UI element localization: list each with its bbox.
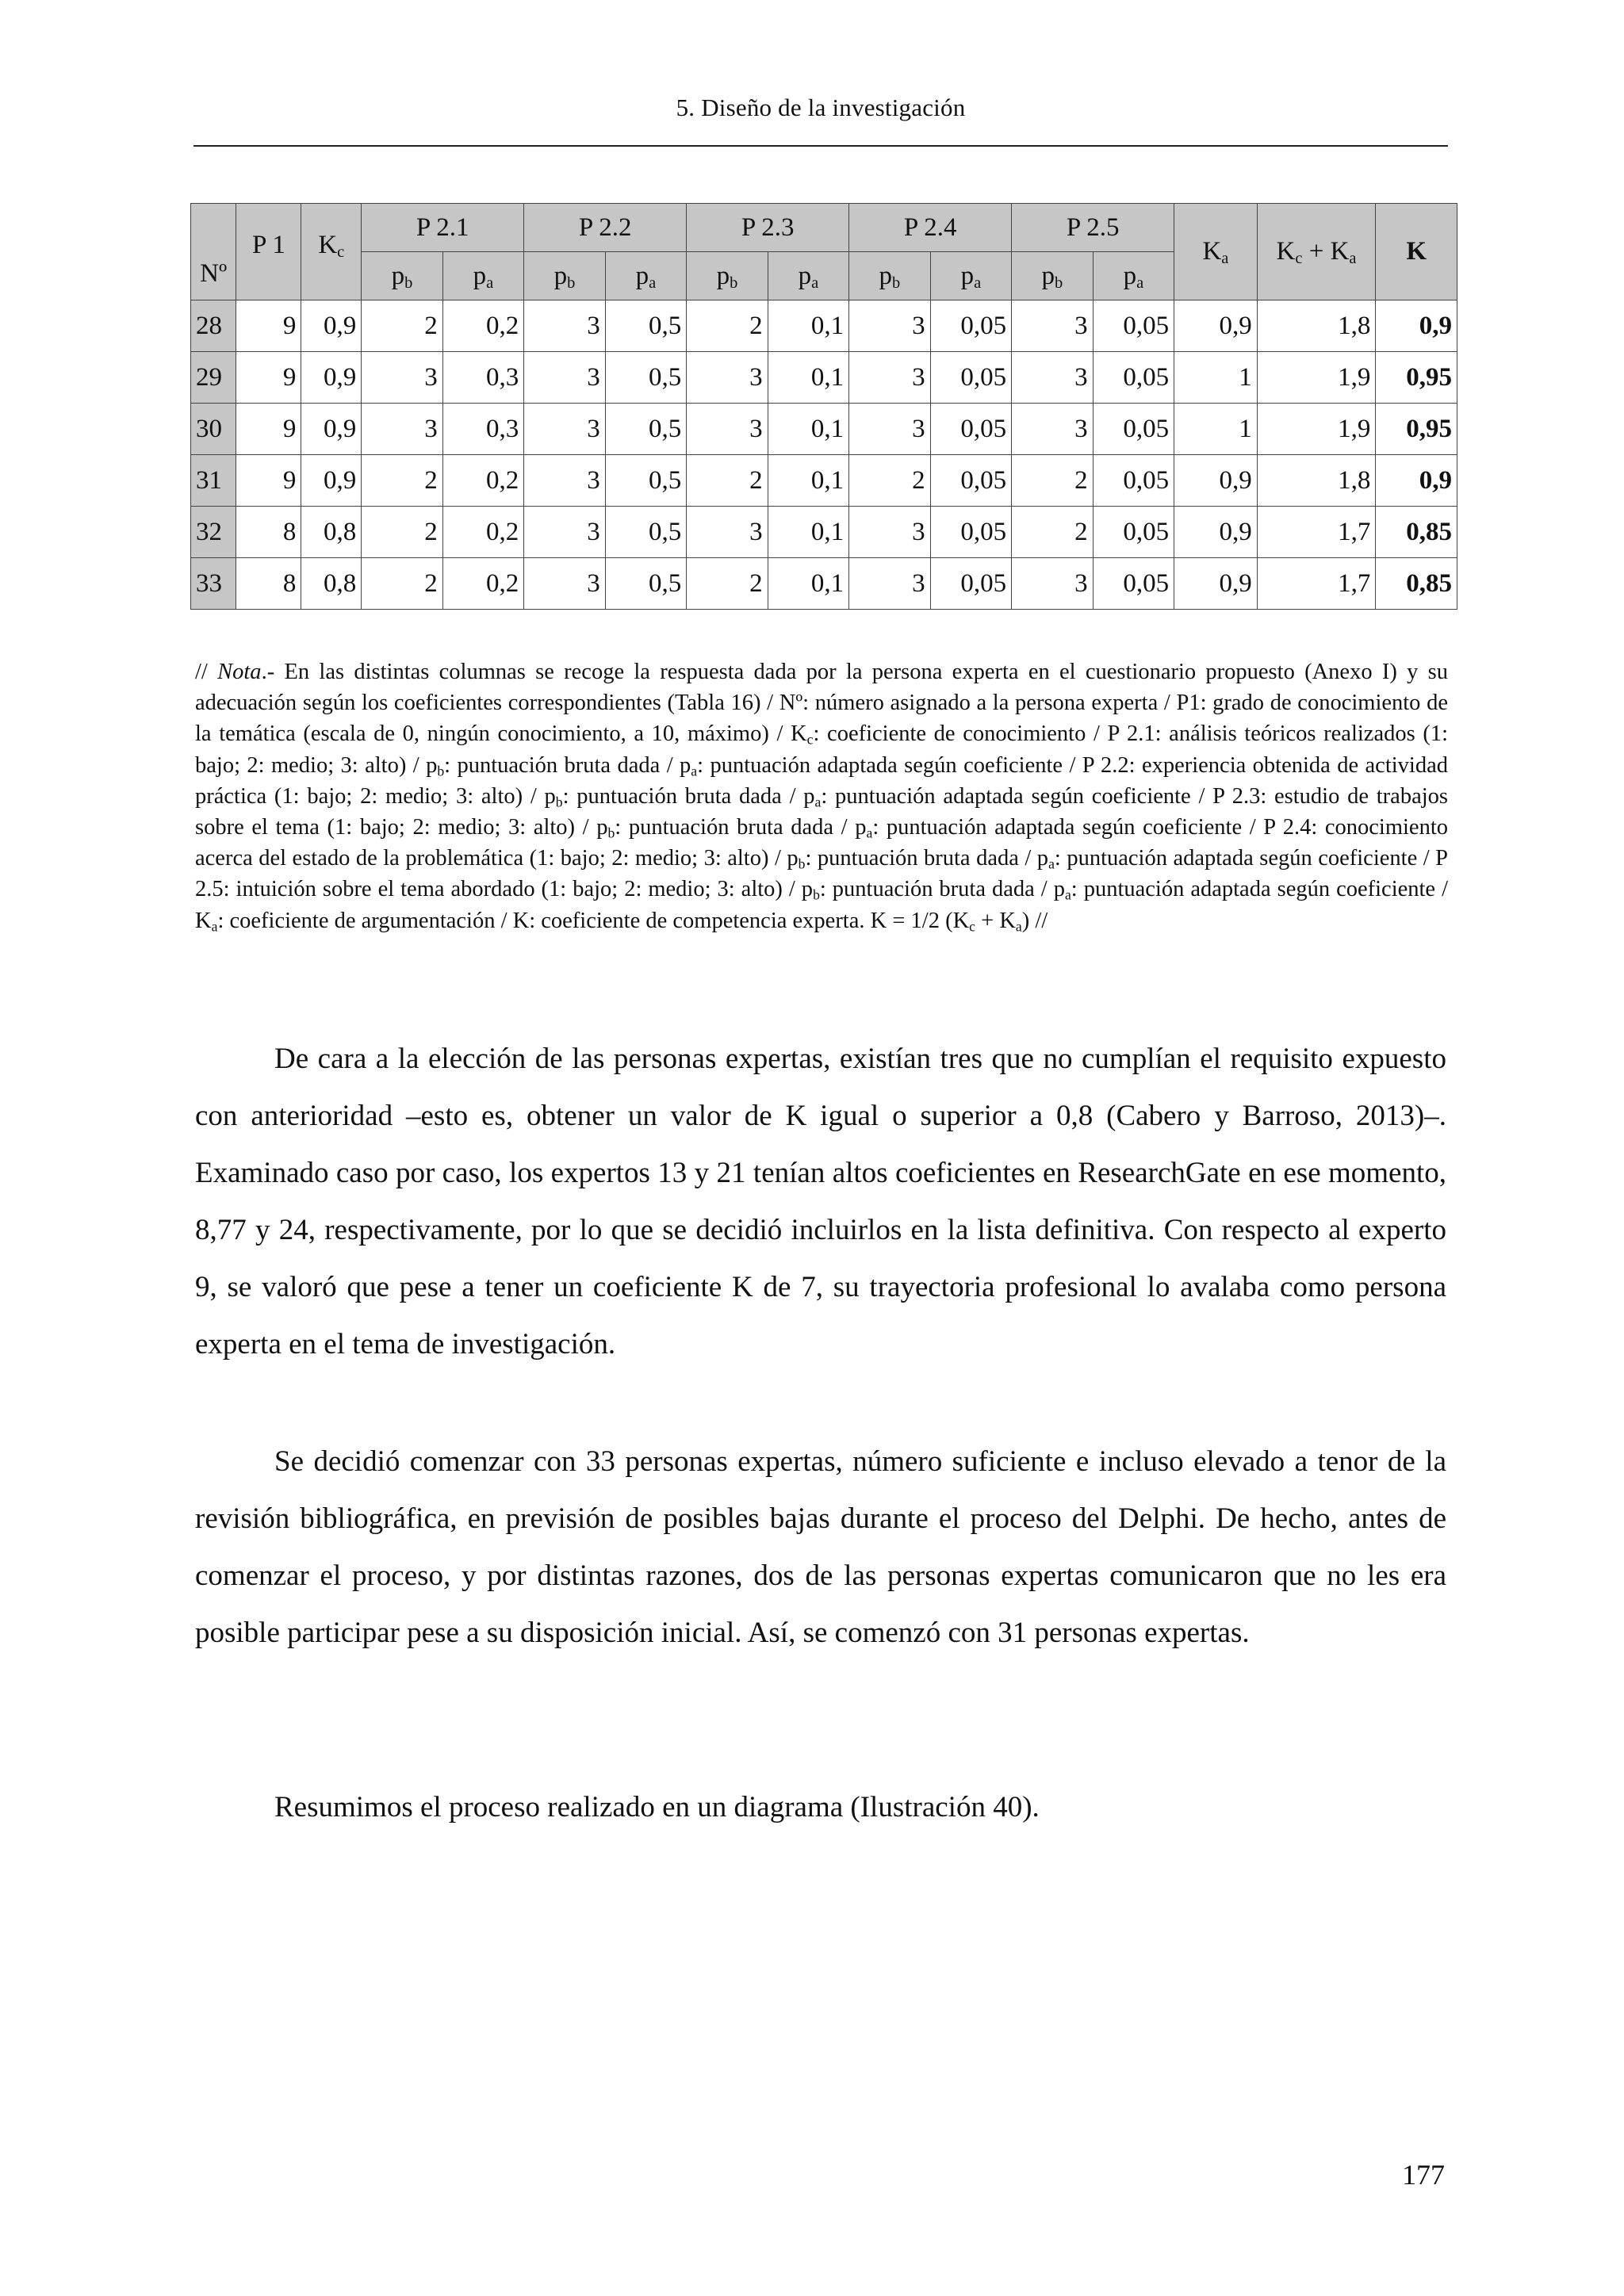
table-cell: 3 — [849, 404, 930, 455]
note-text: : puntuación adaptada según coeficiente / P 2.2: experiencia obtenida de actividad práctica (1: bajo; 2: medio; 3: alto) / p — [195, 752, 1448, 809]
table-cell: 3 — [362, 352, 442, 404]
table-cell: 2 — [362, 507, 442, 558]
header-pb: $p_b$ — [362, 252, 442, 300]
header-kc-plus-ka: $K_c + K_a$ — [1257, 204, 1376, 300]
paragraph-expert-count: Se decidió comenzar con 33 personas expertas, número suficiente e incluso elevado a tenor de la revisión bibliográfica, en previsión de posibles bajas durante el proceso del Delphi. De hecho, antes de comenzar el proceso, y por distintas razones, dos de las personas expertas comunicaron que no les era posible participar pese a su disposición inicial. Así, se comenzó con 31 personas expertas. — [195, 1445, 1446, 1649]
table-cell: 8 — [236, 558, 301, 610]
table-cell: 0,8 — [301, 558, 362, 610]
table-cell: 0,05 — [930, 352, 1012, 404]
table-cell: 0,3 — [442, 404, 524, 455]
note-text: Nota — [217, 660, 262, 684]
header-pb: $p_b$ — [849, 252, 930, 300]
table-cell: 0,1 — [768, 352, 849, 404]
table-cell: 3 — [687, 404, 768, 455]
table-cell: 0,1 — [768, 455, 849, 507]
table-cell: 3 — [524, 404, 605, 455]
note-text: : puntuación adaptada según coeficiente / P 2.4: conocimiento acerca del estado de la problemática (1: bajo; 2: medio; 3: alto) / p — [195, 815, 1448, 871]
header-pa: $p_a$ — [1093, 252, 1174, 300]
table-cell: 9 — [236, 404, 301, 455]
table-cell: 1,8 — [1257, 300, 1376, 352]
table-cell: 0,2 — [442, 455, 524, 507]
table-cell: 3 — [524, 558, 605, 610]
table-cell: 3 — [524, 507, 605, 558]
header-row-groups — [191, 204, 1457, 252]
table-cell: 0,5 — [605, 455, 687, 507]
table-cell: 0,9 — [1174, 300, 1258, 352]
table-cell: 0,85 — [1376, 507, 1457, 558]
table-cell: 9 — [236, 300, 301, 352]
note-text: : coeficiente de conocimiento / P 2.1: análisis teóricos realizados (1: bajo; 2: medio; 3: alto) / p — [195, 721, 1448, 778]
header-p1: P 1 — [236, 204, 301, 300]
table-cell: 0,2 — [442, 507, 524, 558]
table-cell: 0,9 — [301, 404, 362, 455]
note-text: b — [798, 855, 806, 872]
expert-competence-table — [190, 203, 1457, 610]
table-cell: 1 — [1174, 352, 1258, 404]
table-cell: 0,1 — [768, 558, 849, 610]
table-cell: 3 — [1012, 558, 1093, 610]
table-row — [191, 558, 1457, 610]
table-cell: 3 — [687, 352, 768, 404]
table-cell: 0,85 — [1376, 558, 1457, 610]
table-cell: 0,05 — [930, 507, 1012, 558]
table-cell: 1,9 — [1257, 404, 1376, 455]
table-cell: 3 — [1012, 404, 1093, 455]
table-cell: 8 — [236, 507, 301, 558]
table-cell: 2 — [362, 300, 442, 352]
table-cell: 0,5 — [605, 300, 687, 352]
header-group-p25: P 2.5 — [1012, 204, 1174, 252]
table-cell: 3 — [849, 558, 930, 610]
note-text: a — [814, 794, 822, 810]
table-cell: 0,05 — [1093, 300, 1174, 352]
table-cell: 0,2 — [442, 300, 524, 352]
table-cell: 0,05 — [1093, 455, 1174, 507]
table-cell: 3 — [524, 300, 605, 352]
note-text: // — [195, 660, 218, 684]
header-k: K — [1376, 204, 1457, 300]
table-cell: 2 — [687, 455, 768, 507]
table-cell: 0,05 — [930, 558, 1012, 610]
table-cell: 2 — [1012, 507, 1093, 558]
header-pb: $p_b$ — [1012, 252, 1093, 300]
header-rule — [193, 145, 1448, 147]
table-cell: 0,5 — [605, 507, 687, 558]
note-text: : puntuación bruta dada / p — [819, 877, 1065, 902]
table-row — [191, 507, 1457, 558]
note-text: a — [866, 825, 873, 841]
table-cell: 3 — [524, 455, 605, 507]
table-cell: 0,9 — [1376, 300, 1457, 352]
table-cell: 0,9 — [1174, 507, 1258, 558]
table-row — [191, 455, 1457, 507]
table-cell: 0,9 — [301, 455, 362, 507]
table-row — [191, 404, 1457, 455]
row-number-cell: 33 — [191, 558, 236, 610]
paragraph-diagram-reference: Resumimos el proceso realizado en un diagrama (Ilustración 40). — [274, 1791, 1040, 1823]
table-body — [191, 300, 1457, 610]
page-number: 177 — [1402, 2159, 1445, 2191]
note-text: c — [806, 731, 814, 748]
table-cell: 0,1 — [768, 507, 849, 558]
table-cell: 2 — [1012, 455, 1093, 507]
table-cell: 1,7 — [1257, 507, 1376, 558]
table-cell: 1,8 — [1257, 455, 1376, 507]
table-cell: 0,05 — [1093, 558, 1174, 610]
table-cell: 0,1 — [768, 404, 849, 455]
row-number-cell: 29 — [191, 352, 236, 404]
table-cell: 0,05 — [1093, 404, 1174, 455]
note-text: b — [607, 825, 615, 841]
table-cell: 0,5 — [605, 404, 687, 455]
header-group-p22: P 2.2 — [524, 204, 687, 252]
table-cell: 0,5 — [605, 352, 687, 404]
table-cell: 3 — [524, 352, 605, 404]
table-cell: 3 — [849, 507, 930, 558]
note-text: a — [1064, 886, 1071, 903]
note-text: + K — [975, 908, 1016, 933]
table-cell: 3 — [1012, 300, 1093, 352]
header-pa: $p_a$ — [930, 252, 1012, 300]
header-group-p21: P 2.1 — [362, 204, 524, 252]
note-text: b — [437, 763, 445, 779]
table-cell: 1 — [1174, 404, 1258, 455]
table-cell: 0,05 — [1093, 507, 1174, 558]
table-cell: 0,9 — [1174, 455, 1258, 507]
table-row — [191, 352, 1457, 404]
table-cell: 0,9 — [1174, 558, 1258, 610]
table-cell: 3 — [1012, 352, 1093, 404]
table-cell: 0,1 — [768, 300, 849, 352]
table-cell: 0,05 — [1093, 352, 1174, 404]
note-text: b — [813, 886, 820, 903]
table-cell: 2 — [849, 455, 930, 507]
header-pa: $p_a$ — [605, 252, 687, 300]
note-text: a — [1015, 918, 1022, 935]
table-cell: 9 — [236, 455, 301, 507]
table-cell: 2 — [687, 300, 768, 352]
row-number-cell: 28 — [191, 300, 236, 352]
paragraph-expert-selection: De cara a la elección de las personas expertas, existían tres que no cumplían el requisito expuesto con anterioridad –esto es, obtener un valor de K igual o superior a 0,8 (Cabero y Barroso, 2013)–. Examinado caso por caso, los expertos 13 y 21 tenían altos coeficientes en ResearchGate en ese momento, 8,77 y 24, respectivamente, por lo que se decidió incluirlos en la lista definitiva. Con respecto al experto 9, se valoró que pese a tener un coeficiente K de 7, su trayectoria profesional lo avalaba como persona experta en el tema de investigación. — [195, 1043, 1446, 1360]
table-cell: 3 — [849, 300, 930, 352]
header-ka: $K_a$ — [1174, 204, 1258, 300]
note-text: : puntuación adaptada según coeficiente / K — [195, 877, 1448, 933]
note-text: b — [555, 794, 563, 810]
table-cell: 0,05 — [930, 455, 1012, 507]
table-cell: 1,7 — [1257, 558, 1376, 610]
table-cell: 0,95 — [1376, 404, 1457, 455]
table-cell: 0,9 — [301, 300, 362, 352]
table-cell: 0,9 — [1376, 455, 1457, 507]
table-cell: 0,9 — [301, 352, 362, 404]
table-cell: 0,05 — [930, 300, 1012, 352]
header-no: Nº — [191, 204, 236, 300]
table-cell: 2 — [687, 558, 768, 610]
running-head: 5. Diseño de la investigación — [676, 94, 966, 121]
note-text: : coeficiente de argumentación / K: coeficiente de competencia experta. K = 1/2 (K — [217, 908, 970, 933]
header-pb: $p_b$ — [524, 252, 605, 300]
table-note — [195, 656, 1448, 936]
row-number-cell: 30 — [191, 404, 236, 455]
header-pa: $p_a$ — [442, 252, 524, 300]
row-number-cell: 32 — [191, 507, 236, 558]
note-text: a — [211, 918, 218, 935]
note-text: .- En las distintas columnas se recoge la respuesta dada por la persona experta en el cuestionario propuesto (Anexo I) y su adecuación según los coeficientes correspondientes (Tabla 16) / Nº: número asignado a la persona experta / P1: grado de conocimiento de la temática (escala de 0, ningún conocimiento, a 10, máximo) / K — [195, 660, 1448, 747]
table-cell: 0,3 — [442, 352, 524, 404]
note-text: : puntuación adaptada según coeficiente / P 2.5: intuición sobre el tema abordado (1: bajo; 2: medio; 3: alto) / p — [195, 846, 1448, 902]
table-cell: 0,95 — [1376, 352, 1457, 404]
table-cell: 3 — [687, 507, 768, 558]
note-text: : puntuación bruta dada / p — [615, 815, 867, 840]
header-group-p24: P 2.4 — [849, 204, 1012, 252]
table-cell: 2 — [362, 558, 442, 610]
note-text: c — [969, 918, 975, 935]
table-cell: 3 — [849, 352, 930, 404]
header-group-p23: P 2.3 — [687, 204, 849, 252]
table-row — [191, 300, 1457, 352]
note-text: : puntuación bruta dada / p — [562, 783, 815, 809]
table-cell: 2 — [362, 455, 442, 507]
table-cell: 0,05 — [930, 404, 1012, 455]
table-cell: 1,9 — [1257, 352, 1376, 404]
table-cell: 0,8 — [301, 507, 362, 558]
table-cell: 9 — [236, 352, 301, 404]
table-cell: 0,2 — [442, 558, 524, 610]
header-pb: $p_b$ — [687, 252, 768, 300]
header-kc: $K_c$ — [301, 204, 362, 300]
note-text: a — [691, 763, 698, 779]
note-text: ) // — [1021, 908, 1048, 933]
note-text: : puntuación bruta dada / p — [444, 752, 691, 778]
note-text: a — [1048, 855, 1055, 872]
note-text: : puntuación bruta dada / p — [805, 846, 1049, 871]
note-text: : puntuación adaptada según coeficiente / P 2.3: estudio de trabajos sobre el tema (1: bajo; 2: medio; 3: alto) / p — [195, 783, 1448, 840]
row-number-cell: 31 — [191, 455, 236, 507]
table-cell: 3 — [362, 404, 442, 455]
header-pa: $p_a$ — [768, 252, 849, 300]
table-cell: 0,5 — [605, 558, 687, 610]
